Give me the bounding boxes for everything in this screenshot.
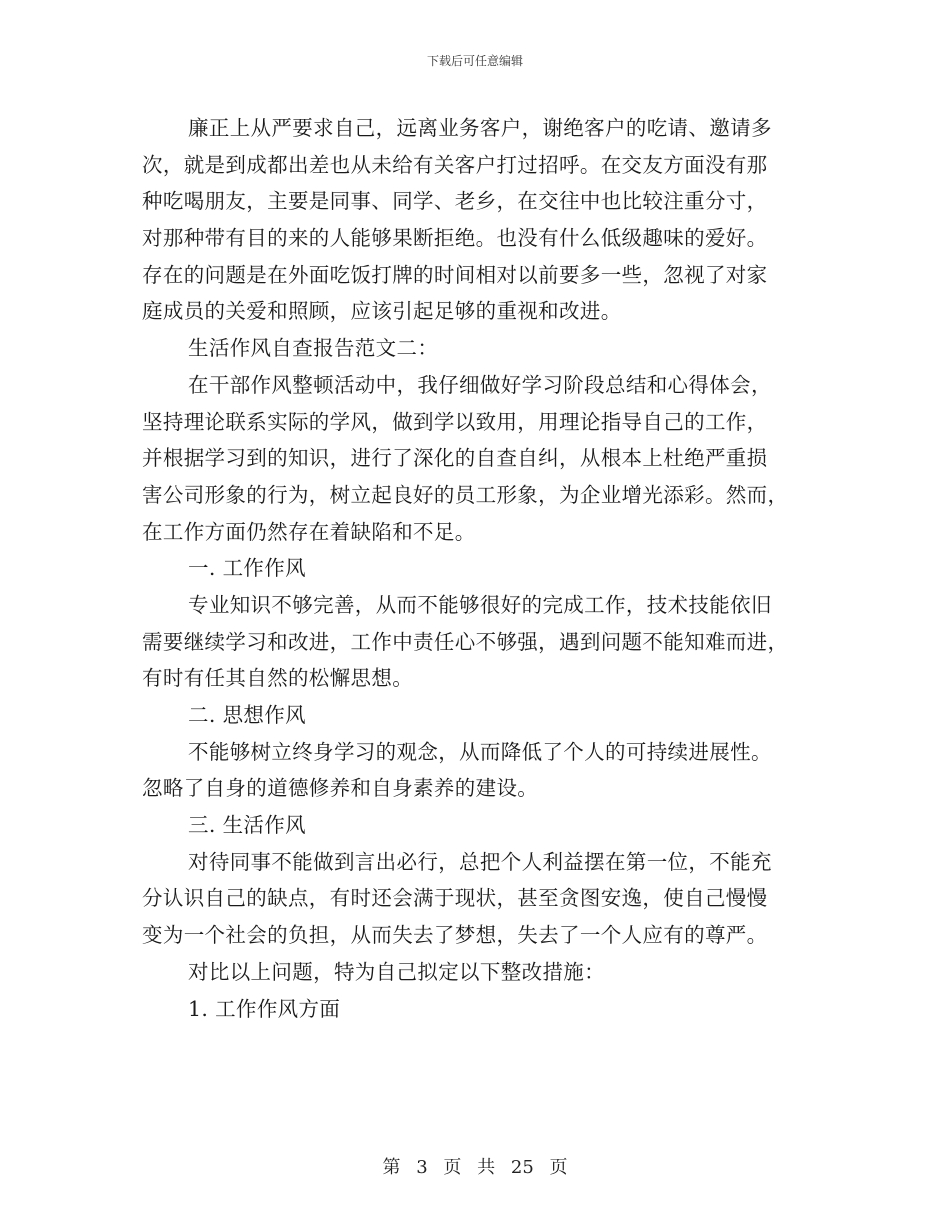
body-line: 对待同事不能做到言出必行，总把个人利益摆在第一位，不能充 bbox=[188, 849, 772, 874]
footer-total-word: 共 bbox=[477, 1157, 496, 1178]
body-line: 廉正上从严要求自己，远离业务客户，谢绝客户的吃请、邀请多 bbox=[188, 116, 772, 140]
body-line: 存在的问题是在外面吃饭打牌的时间相对以前要多一些，忽视了对家 bbox=[142, 262, 768, 287]
body-line: 害公司形象的行为，树立起良好的员工形象，为企业增光添彩。然而， bbox=[142, 482, 789, 507]
footer-page-word: 页 bbox=[443, 1157, 462, 1178]
total-pages-number: 25 bbox=[510, 1157, 534, 1178]
body-line: 有时有任其自然的松懈思想。 bbox=[142, 666, 414, 691]
footer-suffix: 页 bbox=[549, 1157, 568, 1178]
body-line: 在干部作风整顿活动中，我仔细做好学习阶段总结和心得体会， bbox=[188, 372, 772, 397]
page-footer bbox=[0, 1153, 950, 1179]
body-line: 专业知识不够完善，从而不能够很好的完成工作，技术技能依旧 bbox=[188, 592, 772, 617]
body-line: 在工作方面仍然存在着缺陷和不足。 bbox=[142, 519, 476, 544]
body-line: 对比以上问题，特为自己拟定以下整改措施： bbox=[188, 959, 605, 984]
current-page-number: 3 bbox=[416, 1157, 428, 1178]
body-line: 需要继续学习和改进，工作中责任心不够强，遇到问题不能知难而进， bbox=[142, 629, 789, 654]
body-line: 坚持理论联系实际的学风，做到学以致用，用理论指导自己的工作， bbox=[142, 409, 768, 434]
body-line: 庭成员的关爱和照顾，应该引起足够的重视和改进。 bbox=[142, 299, 622, 324]
body-line: 忽略了自身的道德修养和自身素养的建设。 bbox=[142, 776, 539, 801]
footer-prefix: 第 bbox=[382, 1157, 401, 1178]
body-line: 种吃喝朋友，主要是同事、同学、老乡，在交往中也比较注重分寸， bbox=[142, 189, 768, 214]
section-heading: 生活作风自查报告范文二： bbox=[188, 336, 439, 361]
section-heading: 一. 工作作风 bbox=[188, 556, 306, 581]
body-line: 对那种带有目的来的人能够果断拒绝。也没有什么低级趣味的爱好。 bbox=[142, 226, 768, 251]
body-line: 并根据学习到的知识，进行了深化的自查自纠，从根本上杜绝严重损 bbox=[142, 446, 768, 471]
section-heading: 二. 思想作风 bbox=[188, 703, 306, 727]
document-body bbox=[142, 110, 808, 1027]
body-line: 不能够树立终身学习的观念，从而降低了个人的可持续进展性。 bbox=[188, 739, 772, 764]
page-header: 下载后可任意编辑 bbox=[426, 54, 523, 68]
body-line: 变为一个社会的负担，从而失去了梦想，失去了一个人应有的尊严。 bbox=[142, 923, 768, 948]
section-heading: 1. 工作作风方面 bbox=[188, 996, 341, 1021]
section-heading: 三. 生活作风 bbox=[188, 813, 306, 838]
body-line: 分认识自己的缺点，有时还会满于现状，甚至贪图安逸，使自己慢慢 bbox=[142, 886, 768, 911]
body-line: 次，就是到成都出差也从未给有关客户打过招呼。在交友方面没有那 bbox=[142, 152, 768, 177]
